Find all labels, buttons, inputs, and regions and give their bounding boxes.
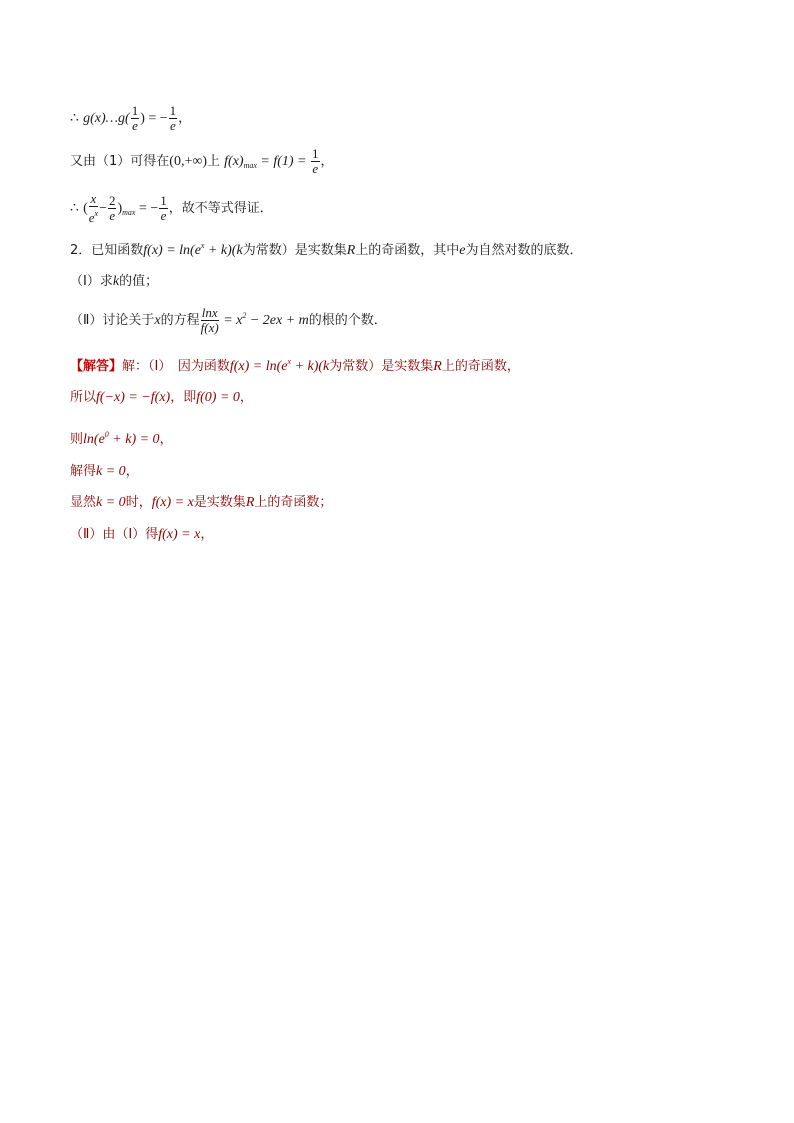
- expr-1: k = 0: [96, 464, 126, 479]
- answer-line-3: [70, 425, 173, 450]
- symbol-e: e: [459, 243, 466, 258]
- expr-f: f(x): [224, 154, 244, 169]
- symbol-R: R: [433, 359, 442, 374]
- symbol-R: R: [245, 495, 255, 510]
- text-mid: 上: [206, 154, 220, 169]
- text-tail: 上的奇函数，: [441, 359, 520, 374]
- text-tail: 是实数集: [193, 495, 246, 510]
- expr-2: f(x) = x: [151, 495, 194, 510]
- fraction-1-over-e-2: $\frac{1}{e}$: [169, 103, 177, 133]
- text-tail: ，故不等式得证．: [168, 201, 273, 216]
- superscript: 0: [104, 430, 109, 439]
- text-mid: 时，: [125, 495, 152, 510]
- text-tail: 的值；: [119, 274, 159, 289]
- subscript-max: max: [122, 208, 136, 217]
- text-pre: 则: [70, 432, 84, 447]
- symbol-k: k: [112, 274, 120, 289]
- expr-eq: = x: [219, 313, 243, 328]
- fraction-lnx-over-fx: $\frac{\ln x}{f(x)}$: [200, 305, 219, 335]
- fraction-1-over-e: $\frac{1}{e}$: [312, 146, 319, 176]
- paren-close: ): [117, 201, 123, 216]
- expr-eq: = f(1) =: [256, 154, 311, 169]
- therefore-symbol: ∴: [70, 201, 79, 216]
- expr-eq: ) = −: [140, 111, 168, 126]
- fraction-1-over-e: $\frac{1}{e}$: [160, 193, 167, 223]
- text-pre: 显然: [70, 495, 97, 510]
- text-tail: ，: [125, 464, 139, 479]
- expr-1: f(−x) = −f(x): [96, 390, 171, 405]
- fraction-1-over-e: $\frac{1}{e}$: [131, 103, 139, 133]
- text-pre: （Ⅰ）求: [70, 274, 113, 289]
- expr-f2: + k)(k: [204, 243, 243, 258]
- superscript: 2: [242, 311, 247, 320]
- expr-2: f(0) = 0: [196, 390, 240, 405]
- expr-1: ln(e: [83, 432, 105, 447]
- question-2-part-1: [70, 272, 158, 292]
- minus: −: [99, 201, 107, 216]
- expr-2: + k) = 0: [108, 432, 160, 447]
- paren-open: (: [83, 201, 88, 216]
- expr-g: g(x)…g(: [83, 111, 130, 126]
- text-tail: 为自然对数的底数．: [465, 243, 583, 258]
- proof-line-1: [70, 104, 191, 133]
- question-2: [70, 236, 583, 261]
- answer-line-1: [70, 352, 520, 377]
- question-2-part-2: [70, 306, 387, 335]
- text-pre: 又由（1）可得在: [70, 154, 170, 169]
- interval: (0,+∞): [169, 154, 207, 169]
- expr-1: k = 0: [96, 495, 126, 510]
- expr-eq: = −: [135, 201, 159, 216]
- subscript-max: max: [243, 161, 257, 170]
- expr-1: f(x) = x: [158, 527, 201, 542]
- answer-line-6: [70, 525, 213, 545]
- text-mid: ，即: [170, 390, 197, 405]
- proof-line-3: [70, 192, 273, 225]
- text-mid: 为常数）是实数集: [242, 243, 347, 258]
- text-pre: 解得: [70, 464, 97, 479]
- text-pre: （Ⅱ）由（Ⅰ）得: [70, 527, 159, 542]
- symbol-x: x: [154, 313, 161, 328]
- question-number: 2．已知函数: [70, 243, 144, 258]
- symbol-R: R: [346, 243, 356, 258]
- answer-line-5: [70, 493, 332, 513]
- fraction-2-over-e: $\frac{2}{e}$: [108, 193, 116, 223]
- punct: ，: [178, 111, 192, 126]
- answer-tag: 【解答】: [70, 359, 123, 374]
- answer-line-2: [70, 388, 253, 408]
- text-tail: 的根的个数．: [308, 313, 387, 328]
- therefore-symbol: ∴: [70, 111, 79, 126]
- text-tail: ，: [200, 527, 214, 542]
- text-pre: （Ⅱ）讨论关于: [70, 313, 155, 328]
- text-tail: ，: [159, 432, 173, 447]
- text-tail: ，: [239, 390, 253, 405]
- expr-f: f(x) = ln(e: [229, 359, 288, 374]
- superscript: x: [287, 357, 292, 366]
- text-mid: 为常数）是实数集: [329, 359, 434, 374]
- proof-line-2: [70, 147, 334, 176]
- text-mid: 的方程: [160, 313, 200, 328]
- text-tail2: 上的奇函数；: [254, 495, 333, 510]
- fraction-x-over-ex: $\frac{x}{e^x}$: [88, 191, 99, 225]
- superscript: x: [200, 241, 205, 250]
- text-pre: 解：（Ⅰ） 因为函数: [122, 359, 230, 374]
- expr-f2: + k)(k: [291, 359, 330, 374]
- expr-rest: − 2ex + m: [246, 313, 309, 328]
- punct: ，: [320, 154, 334, 169]
- text-mid2: 上的奇函数，其中: [355, 243, 460, 258]
- text-pre: 所以: [70, 390, 97, 405]
- answer-line-4: [70, 462, 139, 482]
- expr-f: f(x) = ln(e: [143, 243, 201, 258]
